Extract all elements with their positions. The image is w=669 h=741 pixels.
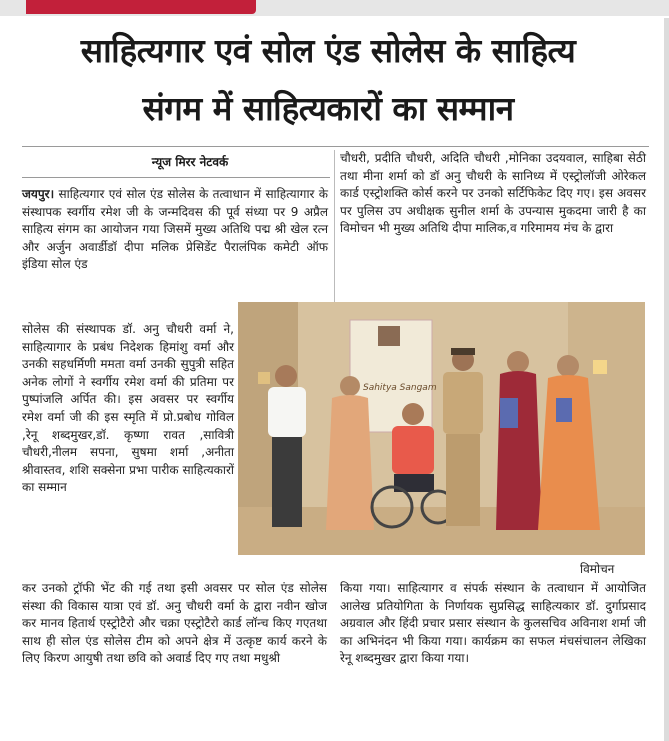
event-photo (238, 302, 645, 555)
headline-line-2: संगम में साहित्यकारों का सम्मान (142, 89, 514, 128)
headline (8, 22, 648, 138)
right-text-2: किया गया। साहित्यागर व संपर्क संस्थान के तत्वाधान में आयोजित आलेख प्रतियोगिता के निर्णायक सुप्रसिद्ध साहित्यकार डॉ. दुर्गाप्रसाद अग्रवाल और हिंदी प्रचार प्रसार संस्थान के कुलसचिव अविनाश शर्मा जी का अभिनंदन भी किया गया। कार्यक्रम का सफल मंचसंचालन लेखिका रेनू शब्दमुखर द्वारा किया गया। (340, 581, 646, 666)
person-2 (326, 376, 374, 530)
section-tab (26, 0, 256, 14)
headline-divider (22, 146, 649, 147)
banner-caption: Sahitya Sangam (363, 383, 437, 393)
page-edge (664, 18, 669, 741)
byline: न्यूज मिरर नेटवर्क (151, 155, 229, 169)
left-text-3: कर उनको ट्रॉफी भेंट की गई तथा इसी अवसर पर सोल एंड सोलेस संस्था की विकास यात्रा एवं डॉ. अनु चौधरी वर्मा के द्वारा नवीन खोज कर मानव हितार्थ एस्ट्रोटैरो और चक्रा एस्ट्रोटैरो कार्ड लॉन्च किए गएतथा साथ ही सोल एंड सोलेस टीम को अपने क्षेत्र में उत्कृष्ट कार्य करने के लिए किरण आयुषी तथा छवि को अवार्ड दिए गए तथा मधुश्री (22, 581, 327, 666)
right-vimochan: विमोचन (580, 562, 615, 576)
byline-rule (22, 177, 330, 178)
left-text-1: साहित्यगार एवं सोल एंड सोलेस के तत्वाधान में साहित्यागार के संस्थापक स्वर्गीय रमेश जी के जन्मदिवस की पूर्व संध्या पर 9 अप्रैल साहित्य संगम का आयोजन गया जिसमें मुख्य अतिथि पद्म श्री खेल रत्न और अर्जुन अवार्डीडॉ दीपा मलिक प्रेसिडेंट पैरालंपिक कमेटी ऑफ इंडिया सोल एंड (22, 187, 328, 272)
left-text-2: सोलेस की संस्थापक डॉ. अनु चौधरी वर्मा ने, साहित्यागार के प्रबंध निदेशक हिमांशु वर्मा और उनकी सहधर्मिणी ममता वर्मा उनकी सुपुत्री सहित अनेक लोगों ने स्वर्गीय रमेश वर्मा की प्रतिमा पर पुष्पांजलि अर्पित की। इस अवसर पर स्वर्गीय रमेश वर्मा जी की इस स्मृति में प्रो.प्रबोध गोविल ,रेनू शब्दमुखर,डॉ. कृष्णा रावत ,सावित्री चौधरी,नीलम सपना, सुषमा शर्मा ,अनीता श्रीवास्तव, शशि सक्सेना प्रभा पारीक साहित्यकारों का सम्मान (22, 322, 234, 495)
top-header-bar (0, 0, 669, 16)
right-column-part-1 (340, 150, 646, 238)
left-column-part-1 (22, 186, 328, 274)
person-4-officer (443, 348, 483, 526)
headline-line-1: साहित्यगार एवं सोल एंड सोलेस के साहित्य (80, 31, 576, 70)
person-5 (496, 351, 542, 530)
column-divider (334, 150, 335, 326)
left-column-part-3 (22, 580, 327, 668)
person-1 (268, 365, 306, 527)
photo-illustration (238, 302, 645, 555)
right-column-part-2 (340, 580, 646, 668)
dateline: जयपुर। (22, 187, 55, 201)
left-column-part-2 (22, 321, 234, 497)
right-text-1: चौधरी, प्रदीति चौधरी, अदिति चौधरी ,मोनिका उदयवाल, साहिबा सेठी तथा मीना शर्मा को डॉ अनु चौधरी के सानिध्य में एस्ट्रोलॉजी ओरेकल कार्ड एस्ट्रोशक्ति कोर्स करने पर उनको सर्टिफिकेट दिए गए। इस अवसर पर पुलिस उप अधीक्षक सुनील शर्मा के उपन्यास मुकदमा जारी है का विमोचन भी मुख्य अतिथि दीपा मालिक,व गरिमामय मंच के द्वारा (340, 151, 646, 236)
